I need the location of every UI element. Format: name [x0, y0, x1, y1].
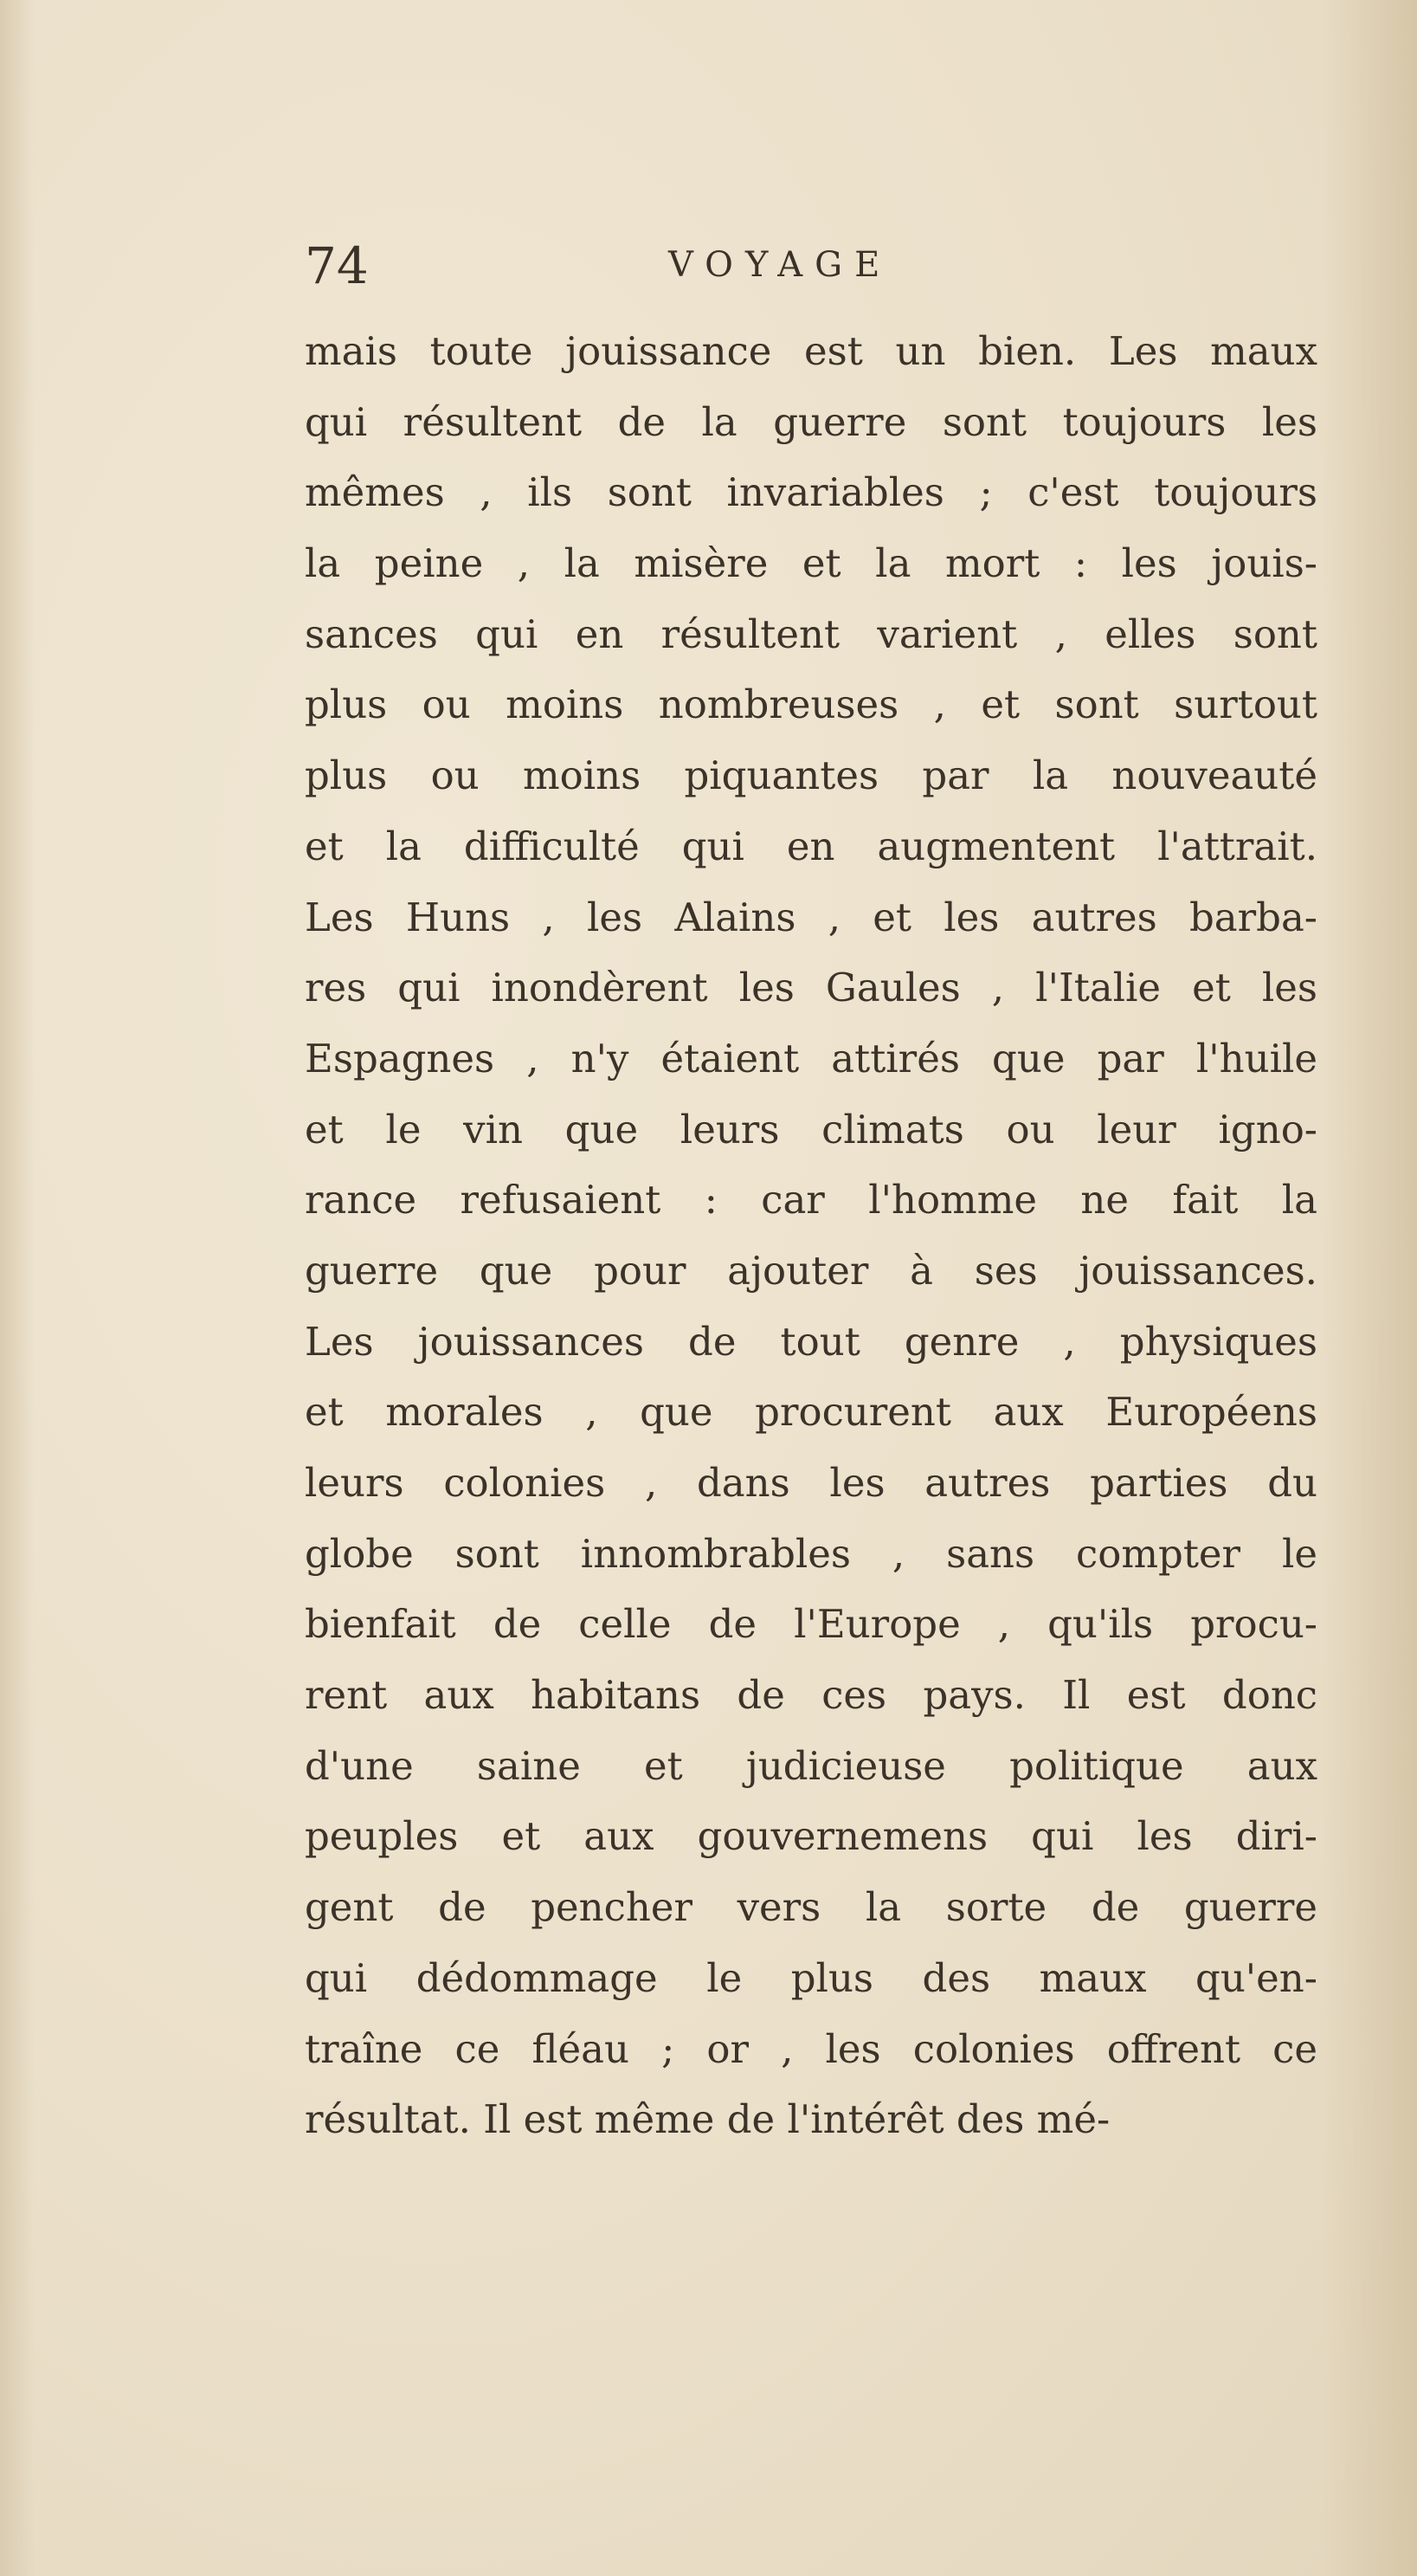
text-line: et le vin que leurs climats ou leur igno-	[305, 1106, 1317, 1152]
text-line: gent de pencher vers la sorte de guerre	[305, 1884, 1317, 1931]
text-line: et morales , que procurent aux Européens	[305, 1389, 1317, 1436]
text-line: traîne ce fléau ; or , les colonies offrent ce	[305, 2025, 1317, 2072]
text-line: qui dédommage le plus des maux qu'en-	[305, 1954, 1317, 2001]
text-line: plus ou moins piquantes par la nouveauté	[305, 752, 1317, 799]
text-line: Espagnes , n'y étaient attirés que par l'huile	[305, 1035, 1317, 1081]
page-number: 74	[305, 236, 369, 295]
text-line: rance refusaient : car l'homme ne fait la	[305, 1177, 1317, 1223]
text-line: peuples et aux gouvernemens qui les diri-	[305, 1813, 1317, 1860]
text-line: et la difficulté qui en augmentent l'attrait.	[305, 823, 1317, 869]
text-line: Les Huns , les Alains , et les autres barba-	[305, 894, 1317, 940]
text-line: bienfait de celle de l'Europe , qu'ils procu-	[305, 1601, 1317, 1648]
text-line: la peine , la misère et la mort : les jouis-	[305, 540, 1317, 587]
text-line: qui résultent de la guerre sont toujours les	[305, 398, 1317, 445]
text-line: mais toute jouissance est un bien. Les maux	[305, 328, 1317, 374]
running-head	[305, 227, 1317, 305]
running-title: VOYAGE	[668, 245, 892, 285]
text-line: Les jouissances de tout genre , physiques	[305, 1318, 1317, 1365]
text-line: res qui inondèrent les Gaules , l'Italie et les	[305, 965, 1317, 1011]
text-line: globe sont innombrables , sans compter le	[305, 1530, 1317, 1577]
body-text	[305, 316, 1317, 2155]
text-line: plus ou moins nombreuses , et sont surtout	[305, 681, 1317, 728]
text-line: leurs colonies , dans les autres parties du	[305, 1460, 1317, 1506]
text-line: mêmes , ils sont invariables ; c'est toujours	[305, 469, 1317, 516]
text-line: guerre que pour ajouter à ses jouissances.	[305, 1247, 1317, 1294]
text-line: d'une saine et judicieuse politique aux	[305, 1742, 1317, 1789]
text-line: résultat. Il est même de l'intérêt des mé-	[305, 2096, 1111, 2143]
text-line: sances qui en résultent varient , elles sont	[305, 610, 1317, 657]
text-line: rent aux habitans de ces pays. Il est donc	[305, 1672, 1317, 1719]
